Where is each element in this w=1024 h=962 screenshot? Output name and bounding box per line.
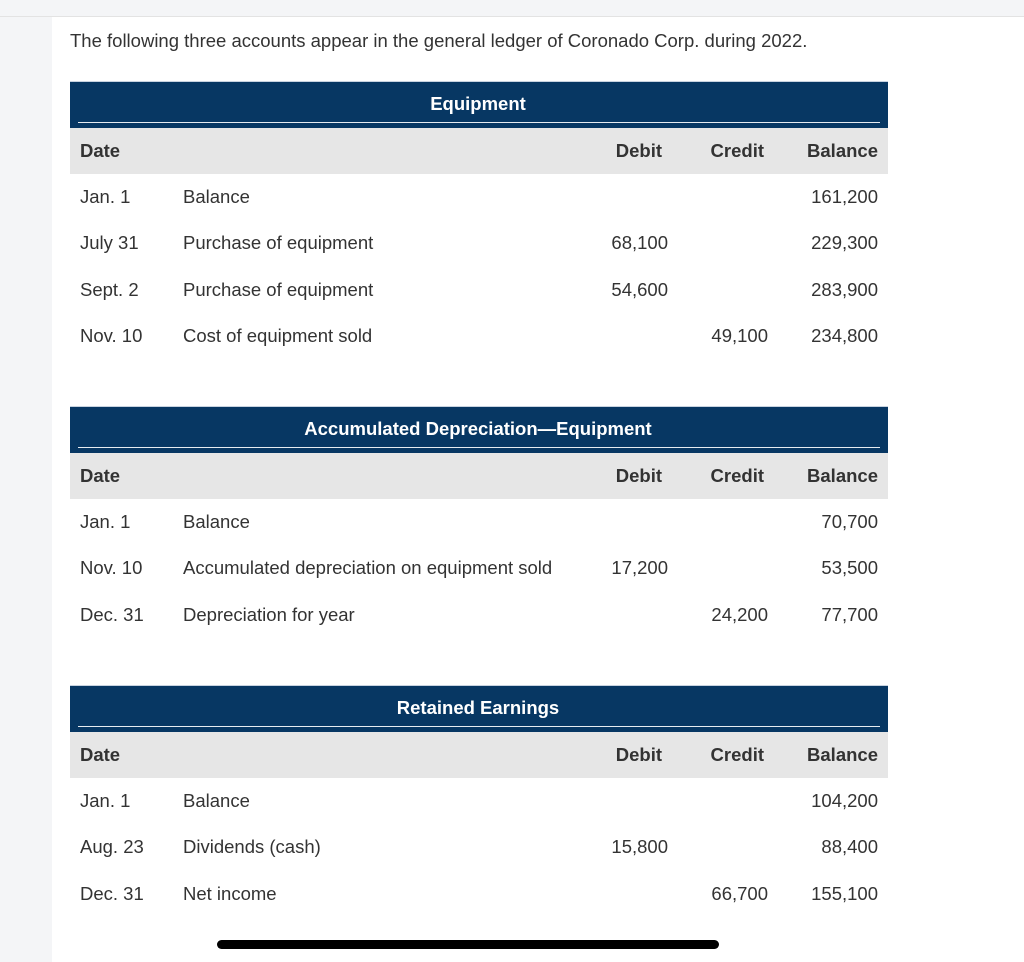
row-description: Depreciation for year [183,603,355,625]
ledger-equipment [70,81,888,359]
row-description: Accumulated depreciation on equipment sold [183,557,553,579]
header-date: Date [80,465,121,486]
row-balance: 53,500 [821,557,878,579]
ledger-header-row [70,453,888,499]
row-debit: 68,100 [611,232,668,254]
ledger-row [70,545,888,591]
ledger-retained-earnings [70,685,888,917]
ledger-row [70,174,888,220]
row-balance: 229,300 [811,232,878,254]
banner-rule [78,122,880,123]
intro-text: The following three accounts appear in the general ledger of Coronado Corp. during 2022. [70,30,808,51]
row-date: Dec. 31 [80,603,144,625]
row-balance: 77,700 [821,603,878,625]
row-date: Nov. 10 [80,325,143,347]
ledger-header-row [70,128,888,174]
row-date: Jan. 1 [80,790,131,812]
row-date: July 31 [80,232,139,254]
ledger-row [70,592,888,638]
row-balance: 155,100 [811,882,878,904]
row-balance: 104,200 [811,790,878,812]
row-balance: 234,800 [811,325,878,347]
header-credit: Credit [710,140,764,161]
header-debit: Debit [615,744,662,765]
ledger-accumulated-depreciation [70,406,888,638]
ledger-row [70,220,888,266]
header-date: Date [80,140,121,161]
ledger-title: Retained Earnings [396,697,560,718]
ledger-row [70,871,888,917]
row-credit: 66,700 [711,882,768,904]
row-description: Purchase of equipment [183,232,374,254]
row-description: Balance [183,186,250,208]
header-balance: Balance [807,744,878,765]
header-debit: Debit [615,465,662,486]
ledger-header-row [70,732,888,778]
header-balance: Balance [807,140,878,161]
top-divider [0,16,1024,17]
banner-rule [78,447,880,448]
row-description: Balance [183,511,250,533]
header-date: Date [80,744,121,765]
header-debit: Debit [615,140,662,161]
header-balance: Balance [807,465,878,486]
row-date: Jan. 1 [80,186,131,208]
ledger-banner [70,406,888,453]
row-credit: 24,200 [711,603,768,625]
row-debit: 17,200 [611,557,668,579]
row-balance: 283,900 [811,278,878,300]
row-description: Purchase of equipment [183,278,374,300]
row-balance: 161,200 [811,186,878,208]
ledger-title: Accumulated Depreciation—Equipment [304,418,652,439]
row-description: Balance [183,790,250,812]
row-description: Net income [183,882,277,904]
home-indicator-bar[interactable] [217,940,719,949]
row-date: Nov. 10 [80,557,143,579]
row-balance: 88,400 [821,836,878,858]
ledger-title: Equipment [430,93,526,114]
header-credit: Credit [710,465,764,486]
banner-rule [78,726,880,727]
ledger-banner [70,81,888,128]
row-date: Sept. 2 [80,278,139,300]
row-date: Dec. 31 [80,882,144,904]
row-date: Aug. 23 [80,836,144,858]
row-debit: 54,600 [611,278,668,300]
ledger-row [70,267,888,313]
ledger-row [70,499,888,545]
header-credit: Credit [710,744,764,765]
row-debit: 15,800 [611,836,668,858]
ledger-row [70,313,888,359]
ledger-row [70,778,888,824]
row-balance: 70,700 [821,511,878,533]
row-credit: 49,100 [711,325,768,347]
row-description: Cost of equipment sold [183,325,373,347]
ledger-banner [70,685,888,732]
ledger-row [70,824,888,870]
row-date: Jan. 1 [80,511,131,533]
row-description: Dividends (cash) [183,836,321,858]
